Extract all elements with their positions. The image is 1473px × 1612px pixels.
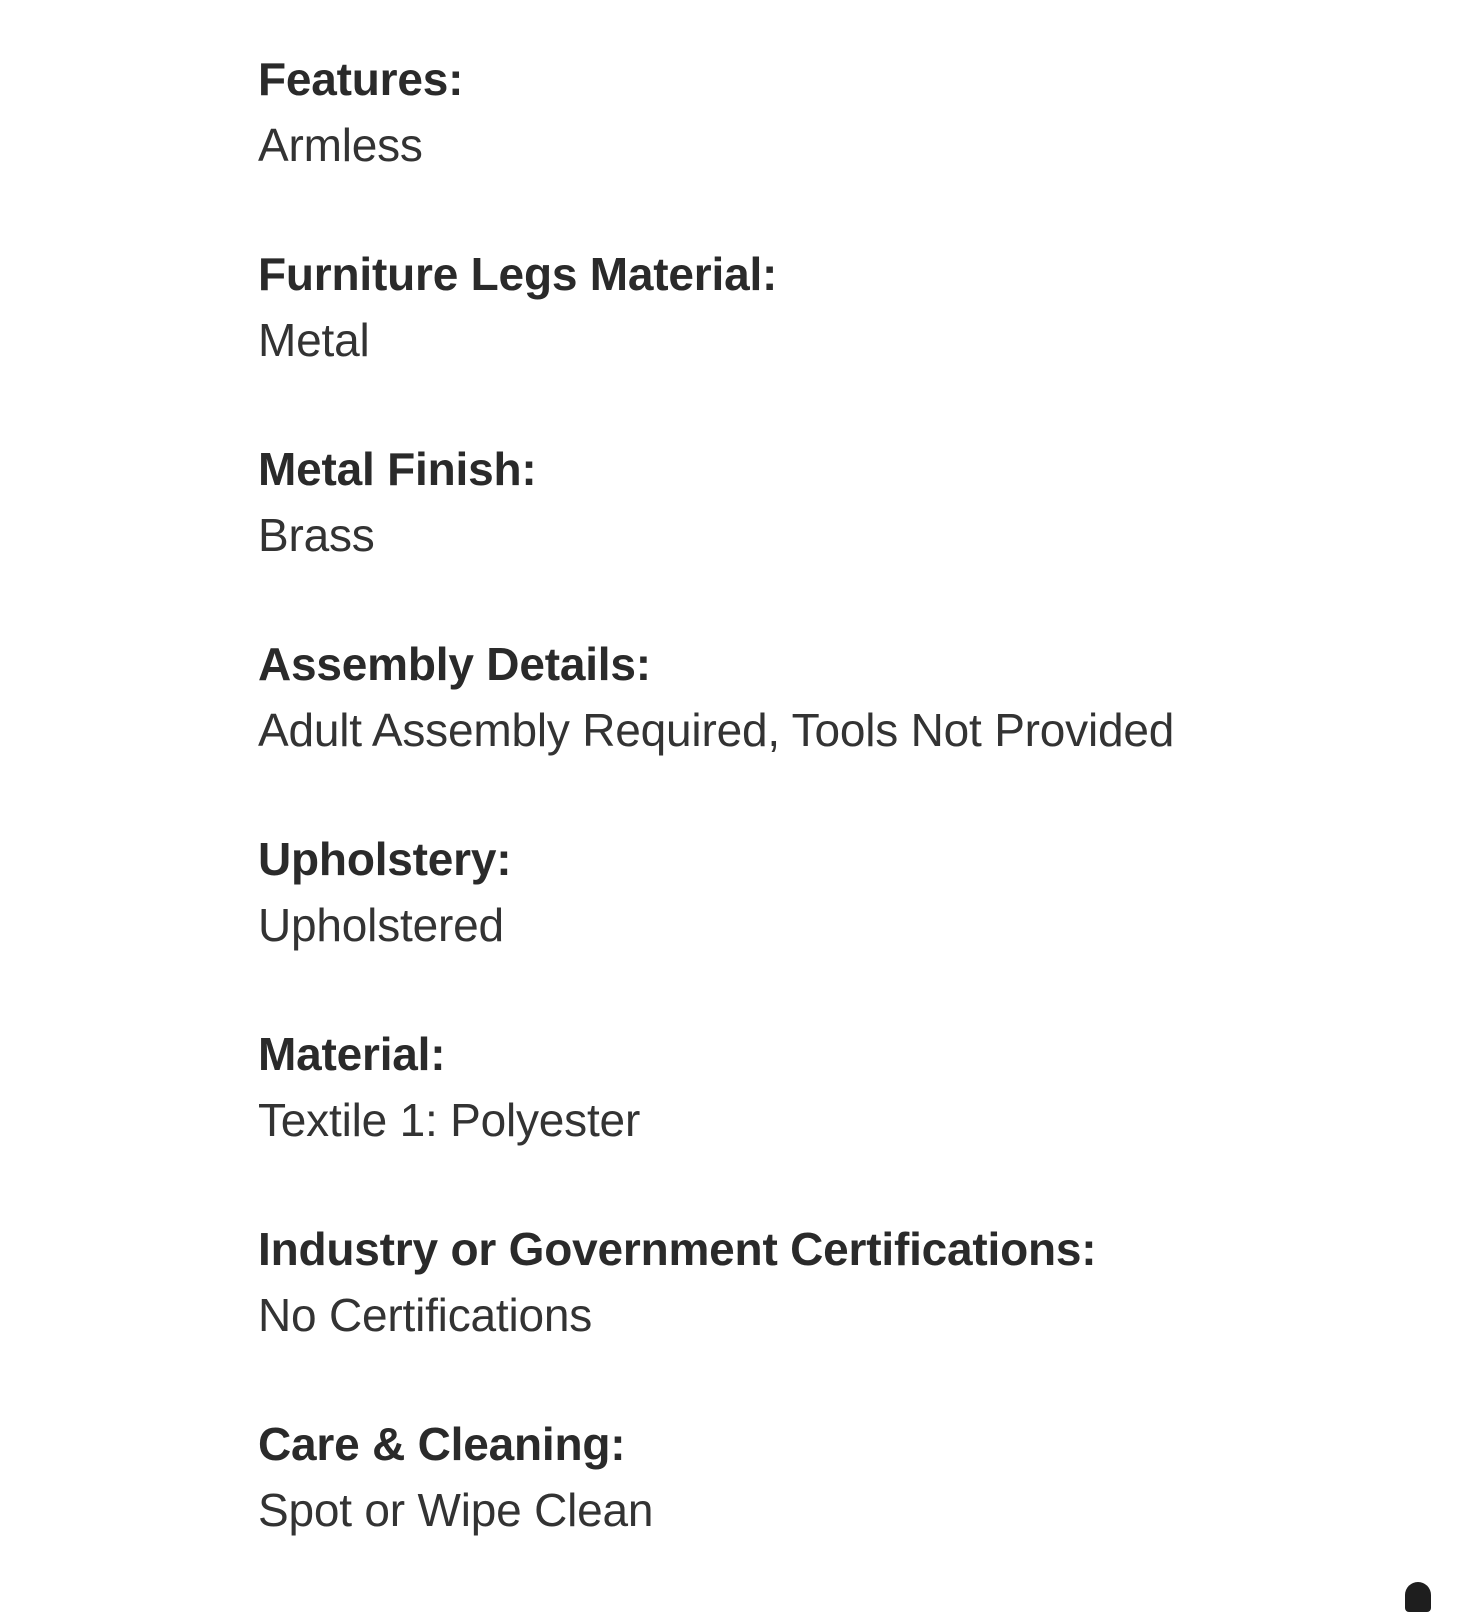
spec-label: Furniture Legs Material: [258, 248, 778, 300]
scroll-indicator[interactable] [1405, 1582, 1431, 1612]
spec-label: Metal Finish: [258, 443, 537, 495]
spec-label: Industry or Government Certifications: [258, 1223, 1097, 1275]
spec-furniture-legs-material [258, 241, 1408, 436]
spec-upholstery [258, 826, 1408, 1021]
spec-value: Armless [258, 119, 423, 171]
spec-value: Upholstered [258, 899, 504, 951]
spec-value: Textile 1: Polyester [258, 1094, 641, 1146]
spec-value: Adult Assembly Required, Tools Not Provided [258, 704, 1175, 756]
spec-assembly-details [258, 631, 1408, 826]
spec-care-cleaning [258, 1411, 1408, 1606]
spec-label: Care & Cleaning: [258, 1418, 626, 1470]
product-specifications-list [258, 46, 1408, 1606]
spec-metal-finish [258, 436, 1408, 631]
spec-value: Brass [258, 509, 375, 561]
spec-label: Upholstery: [258, 833, 512, 885]
spec-features [258, 46, 1408, 241]
spec-value: Spot or Wipe Clean [258, 1484, 654, 1536]
spec-label: Material: [258, 1028, 446, 1080]
spec-label: Assembly Details: [258, 638, 651, 690]
spec-label: Features: [258, 53, 464, 105]
spec-value: Metal [258, 314, 370, 366]
spec-value: No Certifications [258, 1289, 593, 1341]
spec-certifications [258, 1216, 1408, 1411]
spec-material [258, 1021, 1408, 1216]
